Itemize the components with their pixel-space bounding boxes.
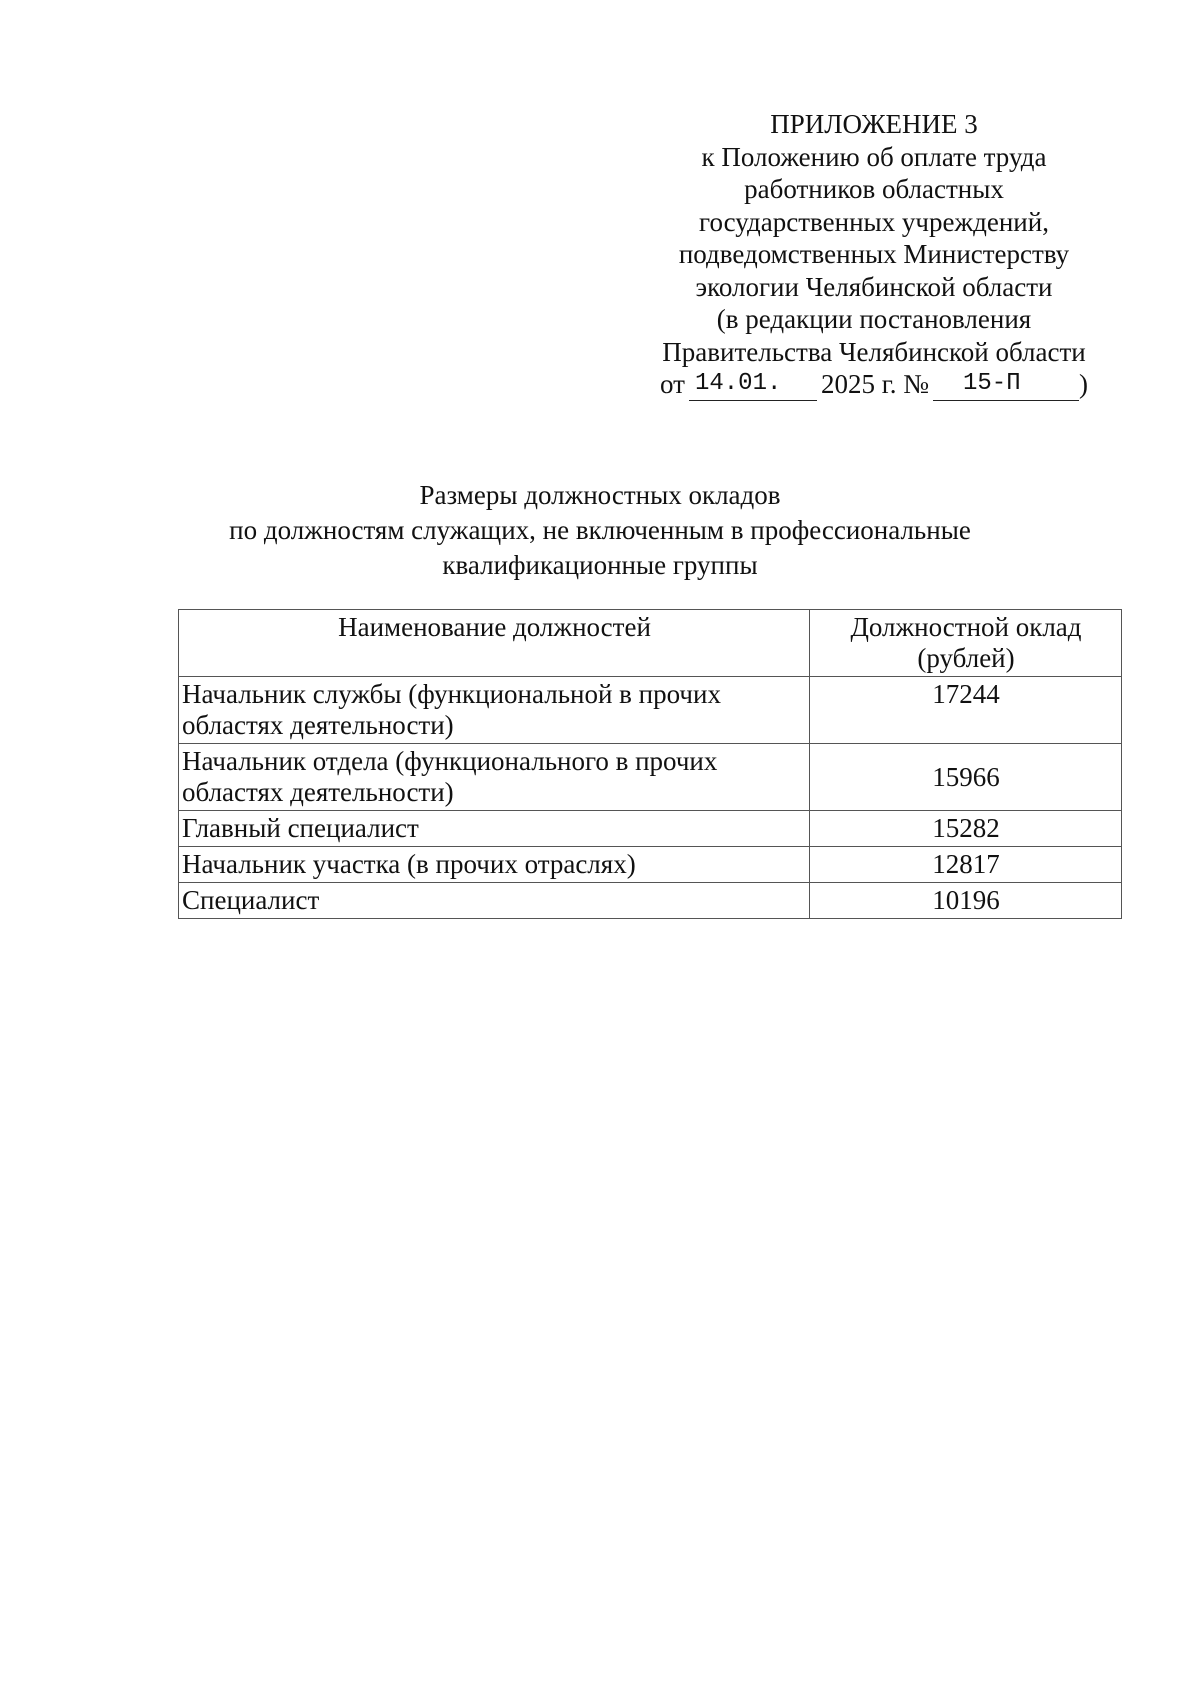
appendix-line: экологии Челябинской области — [695, 271, 1053, 302]
salary-cell: 17244 — [810, 677, 1122, 744]
resolution-date-field: 14.01. — [689, 369, 817, 401]
column-header-salary: Должностной оклад (рублей) — [810, 610, 1122, 677]
position-cell: Специалист — [179, 883, 810, 919]
appendix-line: Правительства Челябинской области — [662, 336, 1086, 367]
appendix-line: подведомственных Министерству — [678, 239, 1070, 269]
appendix-line: (в редакции постановления — [716, 304, 1032, 334]
position-cell: Начальник отдела (функционального в прочих областях деятельности) — [179, 744, 810, 811]
table-row — [179, 883, 1122, 919]
salary-cell: 15966 — [810, 744, 1122, 811]
date-prefix: от — [660, 369, 685, 399]
table-row — [179, 744, 1122, 811]
title-line: квалификационные группы — [442, 550, 758, 580]
position-cell: Начальник участка (в прочих отраслях) — [179, 847, 810, 883]
salary-cell: 10196 — [810, 883, 1122, 919]
closing-paren: ) — [1079, 369, 1088, 399]
title-line: Размеры должностных окладов — [419, 480, 781, 510]
column-header-position: Наименование должностей — [179, 610, 810, 677]
salary-cell: 12817 — [810, 847, 1122, 883]
appendix-line: работников областных — [744, 174, 1004, 204]
table-row — [179, 847, 1122, 883]
title-line: по должностям служащих, не включенным в профессиональные — [229, 515, 971, 545]
table-row — [179, 811, 1122, 847]
appendix-header — [640, 108, 1108, 401]
resolution-number-field: 15-П — [933, 369, 1079, 401]
appendix-title: ПРИЛОЖЕНИЕ 3 — [770, 109, 978, 139]
salary-cell: 15282 — [810, 811, 1122, 847]
salary-table — [178, 609, 1122, 919]
resolution-year-text: 2025 г. № — [820, 369, 929, 399]
position-cell: Начальник службы (функциональной в прочих областях деятельности) — [179, 677, 810, 744]
position-cell: Главный специалист — [179, 811, 810, 847]
document-title — [180, 478, 1020, 583]
resolution-date-line — [640, 368, 1108, 401]
appendix-line: к Положению об оплате труда — [701, 141, 1047, 172]
appendix-line: государственных учреждений, — [699, 206, 1049, 237]
table-header-row — [179, 610, 1122, 677]
table-row — [179, 677, 1122, 744]
